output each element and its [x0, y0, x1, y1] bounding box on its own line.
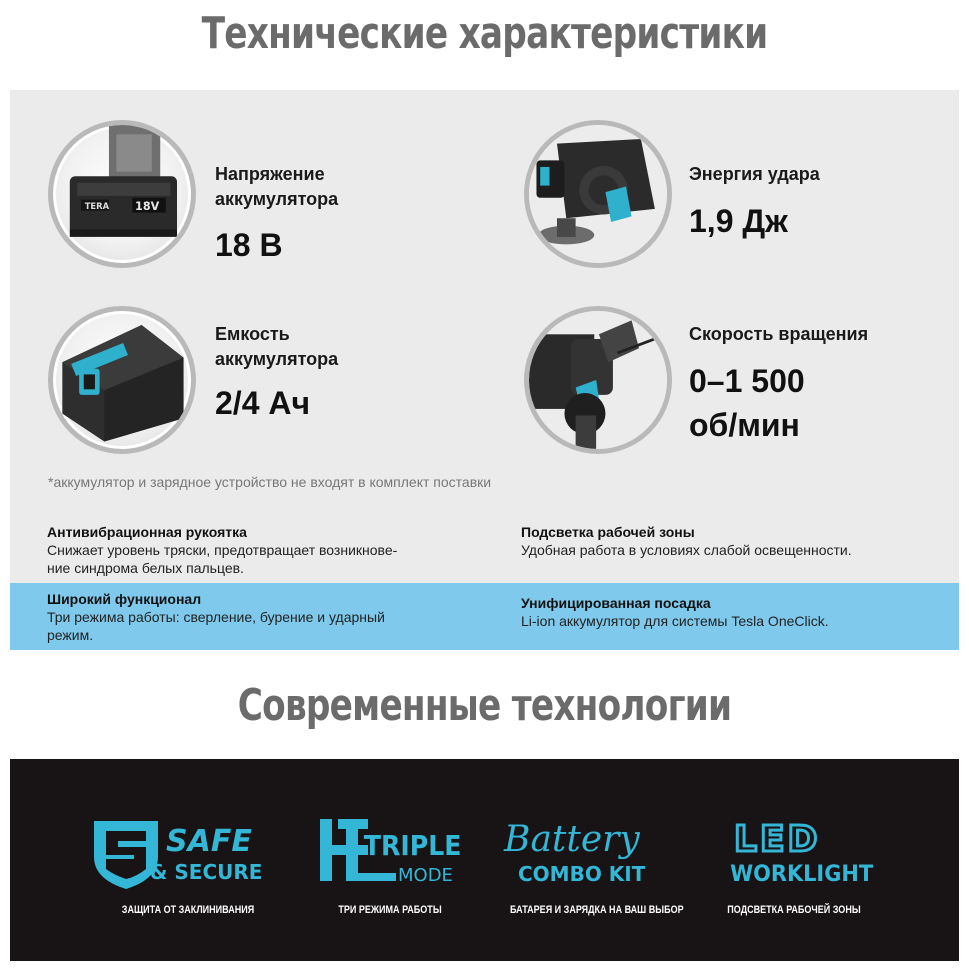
tech-logo-subtext: MODE: [398, 865, 453, 886]
hammer-mode-switch-icon: [524, 120, 672, 268]
tech-safe-secure: [88, 759, 288, 961]
led-worklight-icon: [694, 817, 894, 889]
spec-rotation-value-2: об/мин: [689, 407, 800, 443]
tech-led-worklight: [694, 759, 894, 961]
specs-heading: Технические характеристики: [201, 8, 768, 59]
spec-impact-label: Энергия удара: [689, 164, 820, 184]
battery-pack-icon: [48, 306, 196, 454]
spec-voltage-label-1: Напряжение: [215, 164, 325, 184]
tech-triple-mode: [290, 759, 490, 961]
spec-rotation-value-1: 0–1 500: [689, 363, 805, 399]
spec-rotation-label: Скорость вращения: [689, 324, 869, 344]
feature-text: Снижает уровень тряски, предотвращает возникнове-: [47, 542, 398, 558]
battery-18v-icon: [48, 120, 196, 268]
feature-title: Антивибрационная рукоятка: [47, 524, 247, 540]
feature-text: Удобная работа в условиях слабой освещенности.: [521, 542, 852, 558]
spec-capacity-label-1: Емкость: [215, 324, 290, 344]
tech-logo-text: LED: [734, 819, 821, 860]
feature-title: Широкий функционал: [47, 591, 202, 607]
tech-logo-subtext: & SECURE: [150, 860, 263, 884]
spec-voltage-value: 18 В: [215, 227, 283, 263]
spec-capacity-label-2: аккумулятора: [215, 349, 339, 369]
tech-caption: ПОДСВЕТКА РАБОЧЕЙ ЗОНЫ: [727, 904, 861, 916]
feature-title: Подсветка рабочей зоны: [521, 524, 695, 540]
feature-text: ние синдрома белых пальцев.: [47, 560, 244, 576]
feature-text: Li-ion аккумулятор для системы Tesla OneClick.: [521, 613, 829, 629]
feature-text: режим.: [47, 627, 94, 643]
technologies-heading: Современные технологии: [237, 680, 732, 731]
tech-logo-subtext: COMBO KIT: [518, 862, 646, 886]
tech-caption: ЗАЩИТА ОТ ЗАКЛИНИВАНИЯ: [121, 904, 255, 916]
tech-logo-text: TRIPLE: [363, 829, 462, 863]
svg-text:18V: 18V: [135, 199, 160, 213]
chuck-icon: [524, 306, 672, 454]
tech-caption: БАТАРЕЯ И ЗАРЯДКА НА ВАШ ВЫБОР: [510, 904, 684, 916]
feature-unified-mount: [521, 594, 941, 630]
tech-caption: ТРИ РЕЖИМА РАБОТЫ: [338, 904, 442, 916]
feature-title: Унифицированная посадка: [521, 595, 711, 611]
tech-logo-subtext: WORKLIGHT: [730, 861, 874, 888]
feature-worklight: [521, 523, 941, 559]
footnote: *аккумулятор и зарядное устройство не входят в комплект поставки: [48, 474, 492, 490]
shield-s-icon: [88, 817, 288, 889]
svg-text:TERA: TERA: [84, 200, 110, 211]
spec-capacity-value: 2/4 Ач: [215, 385, 311, 421]
feature-text: Три режима работы: сверление, бурение и ударный: [47, 609, 385, 625]
battery-combo-icon: [492, 817, 692, 889]
spec-impact-value: 1,9 Дж: [689, 203, 788, 239]
spec-voltage-label-2: аккумулятора: [215, 189, 339, 209]
tech-logo-text: SAFE: [166, 824, 252, 859]
tech-battery-combo: [492, 759, 692, 961]
triple-mode-icon: [290, 817, 490, 889]
feature-functionality: [47, 590, 467, 644]
feature-antivibration: [47, 523, 467, 577]
tech-logo-text: Battery: [504, 819, 640, 860]
technologies-panel: [10, 759, 959, 961]
